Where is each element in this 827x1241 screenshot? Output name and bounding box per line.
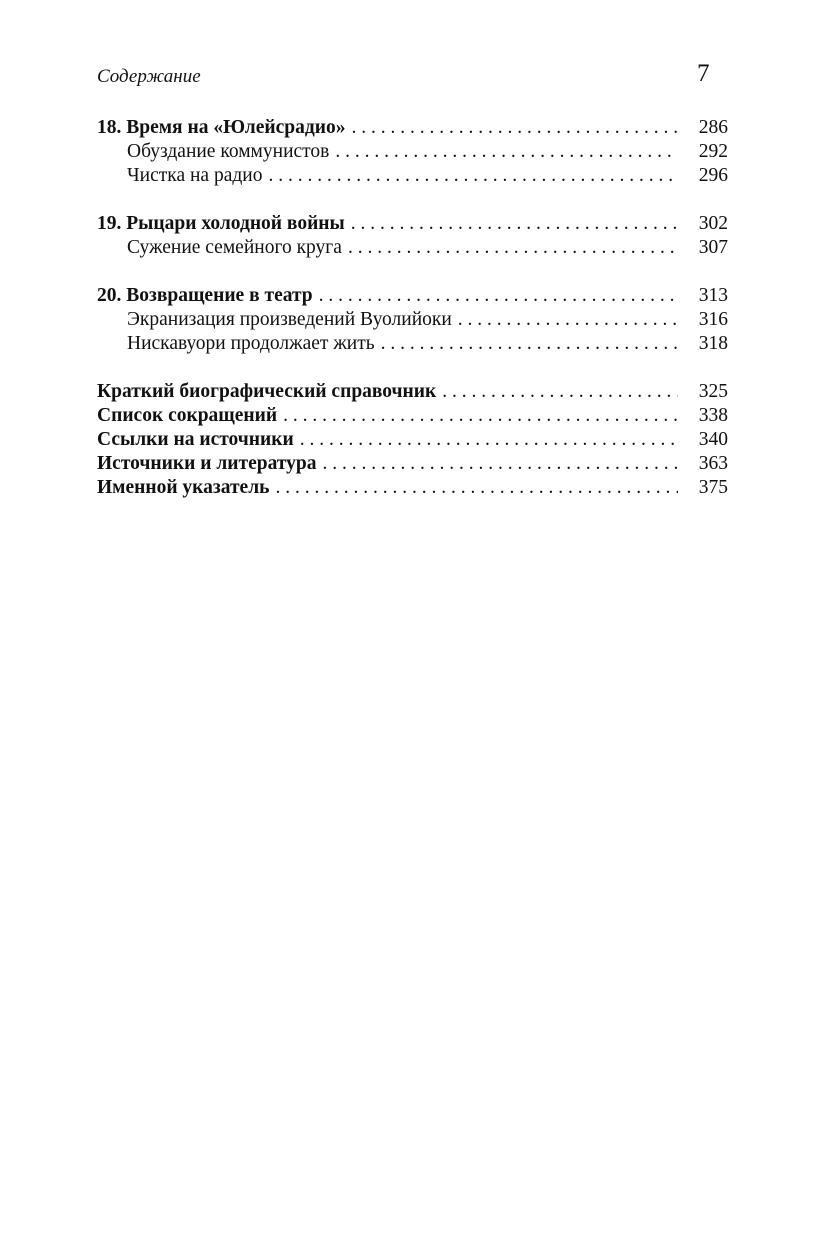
dot-leader <box>351 116 678 140</box>
toc-entry-page: 296 <box>698 165 728 186</box>
toc-entry-page: 338 <box>698 405 728 426</box>
toc-group-chapter-18 <box>97 116 728 188</box>
toc-entry-page: 302 <box>698 213 728 234</box>
toc-entry-page: 292 <box>698 141 728 162</box>
dot-leader <box>283 404 678 428</box>
toc-group-chapter-19 <box>97 212 728 260</box>
toc-entry-title: Нискавуори продолжает жить <box>127 333 375 354</box>
dot-leader <box>268 164 678 188</box>
toc-entry-page: 286 <box>698 117 728 138</box>
toc-entry-title: Краткий биографический справочник <box>97 381 437 402</box>
toc-entry-page: 307 <box>698 237 728 258</box>
toc-entry-title: Список сокращений <box>97 405 278 426</box>
dot-leader <box>348 236 678 260</box>
dot-leader <box>322 452 678 476</box>
dot-leader <box>351 212 678 236</box>
toc-group-chapter-20 <box>97 284 728 356</box>
table-of-contents <box>97 116 728 524</box>
toc-entry[interactable] <box>97 332 728 356</box>
toc-entry-page: 316 <box>698 309 728 330</box>
toc-entry-page: 375 <box>698 477 728 498</box>
toc-entry-title: 19. Рыцари холодной войны <box>97 213 345 234</box>
toc-entry-title: Ссылки на источники <box>97 429 294 450</box>
toc-entry-title: 20. Возвращение в театр <box>97 285 313 306</box>
toc-group-back-matter <box>97 380 728 500</box>
toc-entry[interactable] <box>97 380 728 404</box>
toc-entry-title: Сужение семейного круга <box>127 237 342 258</box>
dot-leader <box>458 308 678 332</box>
dot-leader <box>300 428 678 452</box>
toc-entry-title: Источники и литература <box>97 453 317 474</box>
dot-leader <box>275 476 678 500</box>
dot-leader <box>335 140 678 164</box>
toc-entry[interactable] <box>97 308 728 332</box>
toc-entry[interactable] <box>97 404 728 428</box>
page-number: 7 <box>697 60 710 87</box>
dot-leader <box>381 332 678 356</box>
toc-entry[interactable] <box>97 236 728 260</box>
toc-entry-page: 313 <box>698 285 728 306</box>
toc-entry-page: 318 <box>698 333 728 354</box>
running-head-title: Содержание <box>97 66 201 87</box>
dot-leader <box>442 380 678 404</box>
toc-entry-title: Именной указатель <box>97 477 270 498</box>
toc-entry[interactable] <box>97 212 728 236</box>
toc-entry-title: 18. Время на «Юлейсрадио» <box>97 117 346 138</box>
toc-entry[interactable] <box>97 452 728 476</box>
toc-entry-page: 340 <box>698 429 728 450</box>
toc-entry[interactable] <box>97 284 728 308</box>
dot-leader <box>319 284 678 308</box>
toc-entry[interactable] <box>97 140 728 164</box>
toc-entry[interactable] <box>97 116 728 140</box>
toc-entry[interactable] <box>97 164 728 188</box>
toc-entry-page: 363 <box>698 453 728 474</box>
toc-entry[interactable] <box>97 428 728 452</box>
toc-entry-title: Чистка на радио <box>127 165 263 186</box>
toc-entry-title: Обуздание коммунистов <box>127 141 330 162</box>
toc-entry-page: 325 <box>698 381 728 402</box>
toc-entry-title: Экранизация произведений Вуолийоки <box>127 309 452 330</box>
toc-entry[interactable] <box>97 476 728 500</box>
